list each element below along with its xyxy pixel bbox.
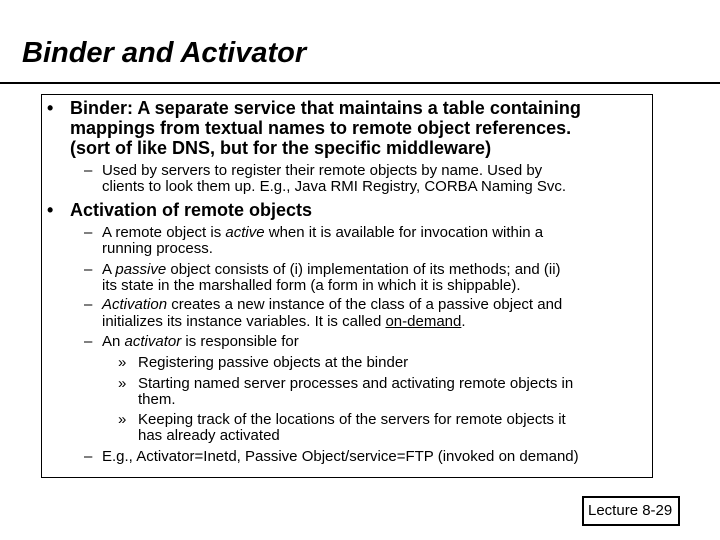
chevron-icon: » — [118, 411, 127, 428]
binder-sub-line-1: Used by servers to register their remote objects by name. Used by — [102, 162, 543, 179]
activation-item-4-line-1: An activator is responsible for — [102, 333, 299, 350]
activator-subitem-2-line-2: them. — [138, 391, 176, 408]
activation-heading: Activation of remote objects — [70, 200, 313, 220]
dash-icon: – — [84, 448, 93, 465]
activation-item-2-line-1: A passive object consists of (i) implementation of its methods; and (ii) — [102, 261, 561, 278]
dash-icon: – — [84, 333, 93, 350]
dash-icon: – — [84, 261, 93, 278]
activation-item-3-line-2: initializes its instance variables. It is called on-demand. — [102, 313, 466, 330]
dash-icon: – — [84, 296, 93, 313]
activation-item-3-line-1: Activation creates a new instance of the class of a passive object and — [102, 296, 563, 313]
binder-sub-line-2: clients to look them up. E.g., Java RMI Registry, CORBA Naming Svc. — [102, 178, 567, 195]
binder-line-1: Binder: A separate service that maintains a table containing — [70, 98, 581, 118]
activator-subitem-3-line-1: Keeping track of the locations of the servers for remote objects it — [138, 411, 566, 428]
on-demand-term: on-demand — [385, 313, 462, 330]
dash-icon: – — [84, 162, 93, 179]
activator-subitem-3-line-2: has already activated — [138, 427, 280, 444]
title-divider — [0, 82, 720, 84]
binder-line-2: mappings from textual names to remote object references. — [70, 118, 572, 138]
emphasis-active: active — [225, 224, 265, 241]
activation-item-1-line-1: A remote object is active when it is available for invocation within a — [102, 224, 544, 241]
activation-item-2-line-2: its state in the marshalled form (a form in which it is shippable). — [102, 277, 521, 294]
emphasis-activation: Activation — [102, 296, 168, 313]
emphasis-activator: activator — [124, 333, 182, 350]
lecture-label: Lecture 8-29 — [588, 502, 673, 519]
bullet-icon: • — [47, 98, 54, 118]
chevron-icon: » — [118, 354, 127, 371]
dash-icon: – — [84, 224, 93, 241]
activation-item-1-line-2: running process. — [102, 240, 213, 257]
chevron-icon: » — [118, 375, 127, 392]
activator-subitem-2-line-1: Starting named server processes and activating remote objects in — [138, 375, 574, 392]
activator-subitem-1-line-1: Registering passive objects at the binder — [138, 354, 409, 371]
activation-item-5: E.g., Activator=Inetd, Passive Object/service=FTP (invoked on demand) — [102, 448, 579, 465]
slide-title: Binder and Activator — [22, 37, 307, 69]
bullet-icon: • — [47, 200, 54, 220]
emphasis-passive: passive — [115, 261, 167, 278]
binder-line-3: (sort of like DNS, but for the specific middleware) — [70, 138, 492, 158]
